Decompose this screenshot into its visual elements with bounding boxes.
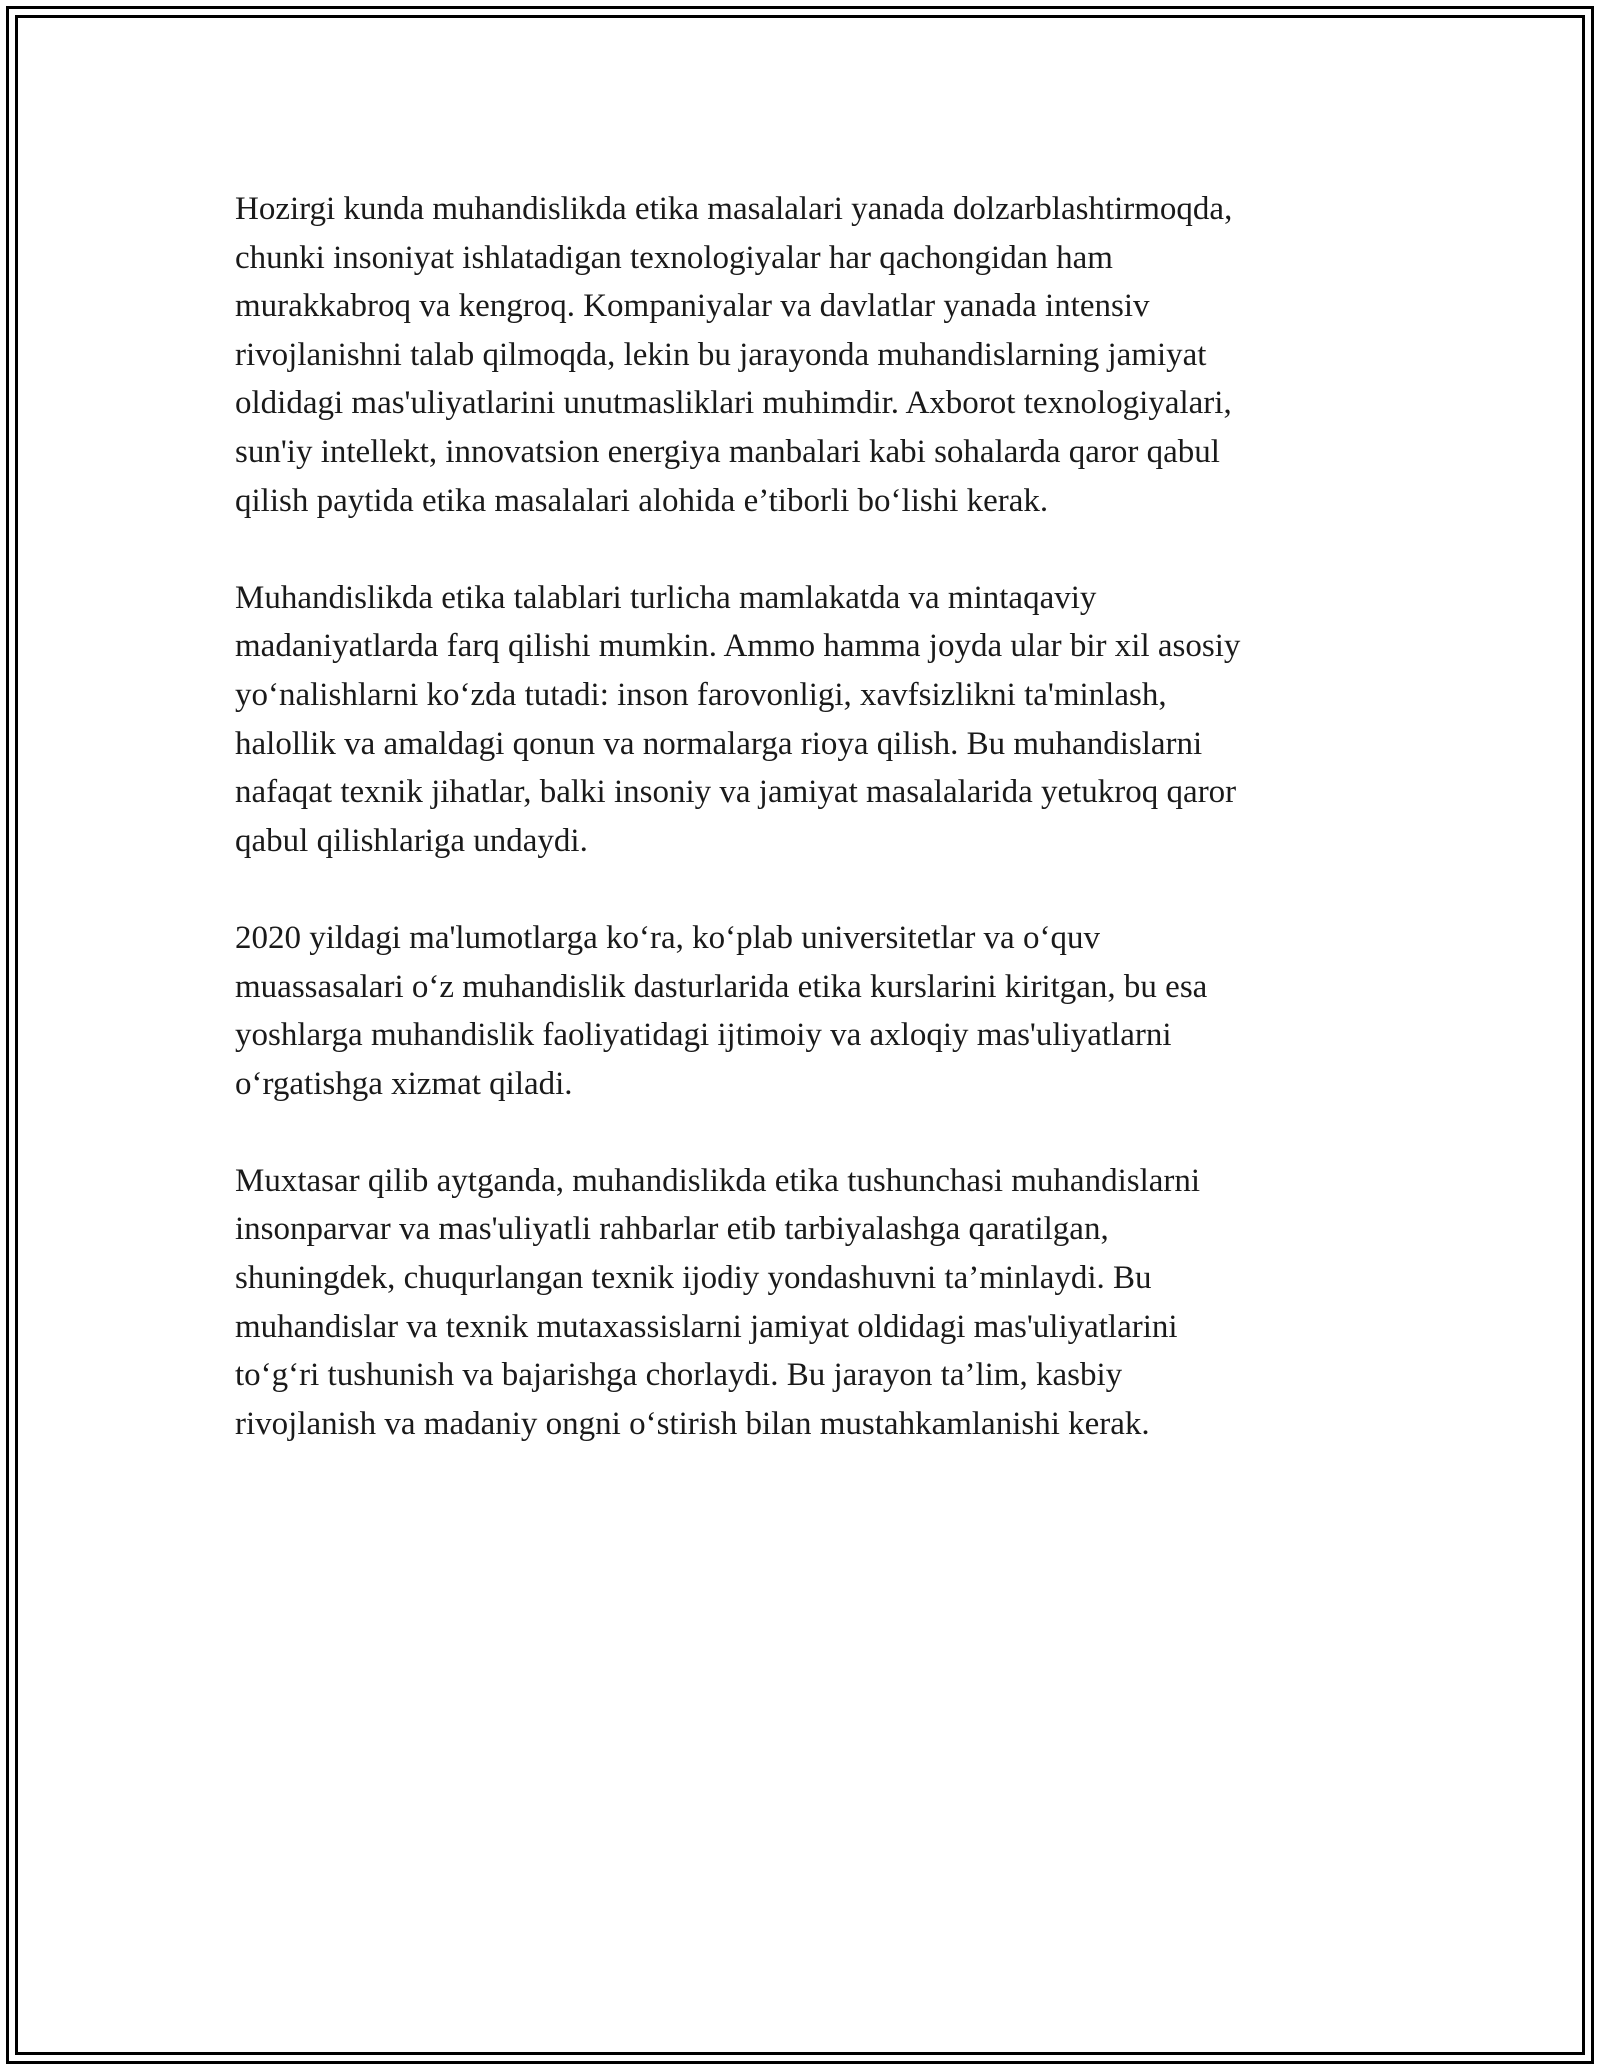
paragraph-4: Muxtasar qilib aytganda, muhandislikda etika tushunchasi muhandislarni insonparvar va mas'uliyatli rahbarlar etib tarbiyalashga qaratilgan, shuningdek, chuqurlangan texnik ijodiy yondashuvni ta’minlaydi. Bu muhandislar va texnik mutaxassislarni jamiyat oldidagi mas'uliyatlarini toʻgʻri tushunish va bajarishga chorlaydi. Bu jarayon ta’lim, kasbiy rivojlanish va madaniy ongni oʻstirish bilan mustahkamlanishi kerak. bbox=[235, 1162, 1201, 1442]
paragraph-1: Hozirgi kunda muhandislikda etika masalalari yanada dolzarblashtirmoqda, chunki insoniyat ishlatadigan texnologiyalar har qachongidan ham murakkabroq va kengroq. Kompaniyalar va davlatlar yanada intensiv rivojlanishni talab qilmoqda, lekin bu jarayonda muhandislarning jamiyat oldidagi mas'uliyatlarini unutmasliklari muhimdir. Axborot texnologiyalari, sun'iy intellekt, innovatsion energiya manbalari kabi sohalarda qaror qabul qilish paytida etika masalalari alohida e’tiborli boʻlishi kerak. bbox=[235, 191, 1233, 519]
paragraph-3: 2020 yildagi ma'lumotlarga koʻra, koʻplab universitetlar va oʻquv muassasalari oʻz muhandislik dasturlarida etika kurslarini kiritgan, bu esa yoshlarga muhandislik faoliyatidagi ijtimoiy va axloqiy mas'uliyatlarni oʻrgatishga xizmat qiladi. bbox=[235, 919, 1208, 1102]
document-body bbox=[235, 185, 1365, 1497]
paragraph-2: Muhandislikda etika talablari turlicha mamlakatda va mintaqaviy madaniyatlarda farq qilishi mumkin. Ammo hamma joyda ular bir xil asosiy yoʻnalishlarni koʻzda tutadi: inson farovonligi, xavfsizlikni ta'minlash, halollik va amaldagi qonun va normalarga rioya qilish. Bu muhandislarni nafaqat texnik jihatlar, balki insoniy va jamiyat masalalarida yetukroq qaror qabul qilishlariga undaydi. bbox=[235, 579, 1241, 859]
